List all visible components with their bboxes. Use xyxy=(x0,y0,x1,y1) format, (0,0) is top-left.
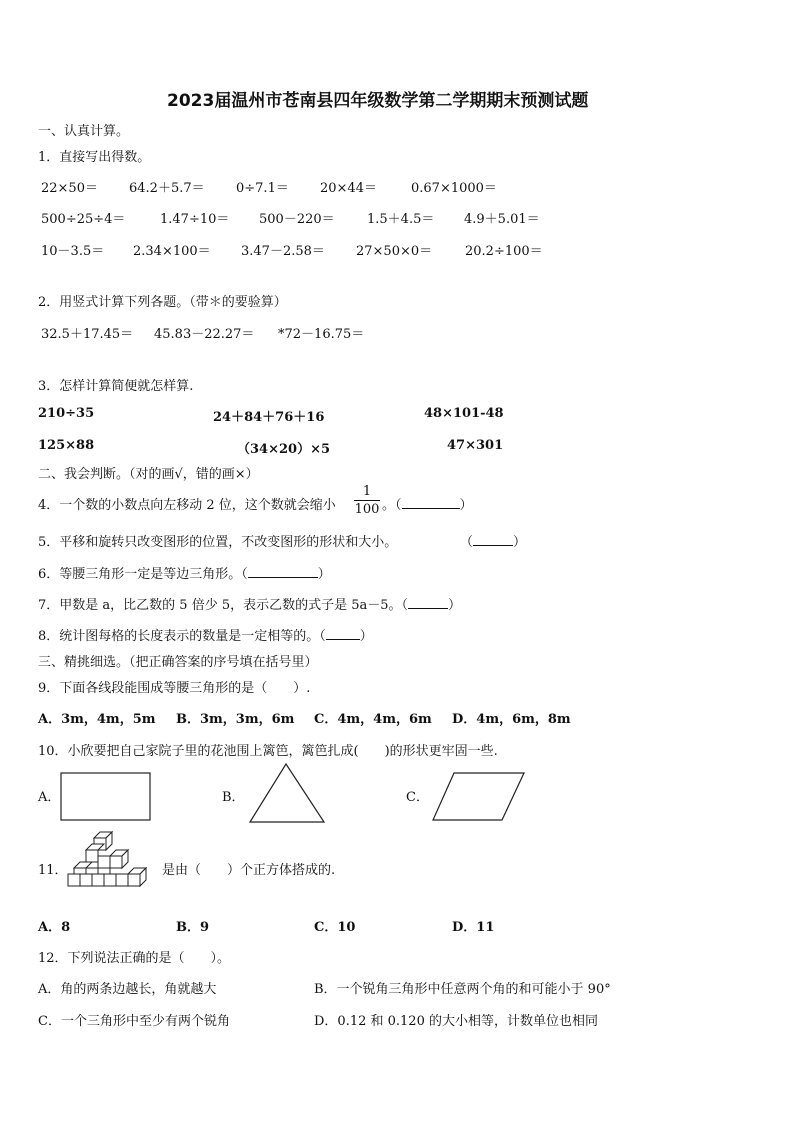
option-b[interactable]: B．3m，3m，6m xyxy=(176,712,295,727)
calc-item: *72－16.75＝ xyxy=(278,327,365,342)
close-paren: ） xyxy=(459,498,473,513)
triangle-figure xyxy=(248,762,328,824)
rectangle-figure xyxy=(60,772,152,822)
calc-item: 45.83－22.27＝ xyxy=(154,327,255,342)
calc-item: 1.5＋4.5＝ xyxy=(367,212,435,227)
answer-blank[interactable] xyxy=(248,565,318,578)
option-c-label[interactable]: C． xyxy=(406,790,429,805)
question-5-text: 5．平移和旋转只改变图形的位置，不改变图形的形状和大小。 xyxy=(38,535,398,550)
answer-blank[interactable] xyxy=(326,627,360,640)
option-a[interactable]: A．3m，4m，5m xyxy=(38,712,156,727)
close-paren: ） xyxy=(359,629,373,644)
question-7-text: 7．甲数是 a，比乙数的 5 倍少 5，表示乙数的式子是 5a－5。（ xyxy=(38,598,409,613)
answer-blank[interactable] xyxy=(408,596,448,609)
calc-item: 125×88 xyxy=(38,438,95,453)
calc-item: 20×44＝ xyxy=(320,181,377,196)
answer-blank[interactable] xyxy=(402,496,460,509)
question-3-label: 3．怎样计算简便就怎样算. xyxy=(38,379,194,394)
question-11-number: 11． xyxy=(38,863,68,878)
answer-blank[interactable] xyxy=(473,533,513,546)
section-heading-1: 一、认真计算。 xyxy=(38,124,130,139)
open-paren: 。（ xyxy=(382,498,402,513)
option-c[interactable]: C．10 xyxy=(314,920,356,935)
option-b-label[interactable]: B． xyxy=(222,790,245,805)
calc-item: 32.5＋17.45＝ xyxy=(41,327,134,342)
parallelogram-figure xyxy=(432,772,526,822)
calc-item: 27×50×0＝ xyxy=(356,244,433,259)
option-a[interactable]: A．角的两条边越长，角就越大 xyxy=(38,982,217,997)
calc-item: 48×101-48 xyxy=(424,406,504,421)
calc-item: 2.34×100＝ xyxy=(133,244,211,259)
page-title: 2023届温州市苍南县四年级数学第二学期期末预测试题 xyxy=(167,91,589,111)
calc-item: 24＋84＋76＋16 xyxy=(213,410,325,425)
option-b[interactable]: B．一个锐角三角形中任意两个角的和可能小于 90° xyxy=(314,982,611,997)
close-paren: ） xyxy=(317,567,331,582)
question-1-label: 1．直接写出得数。 xyxy=(38,150,151,165)
calc-item: 20.2÷100＝ xyxy=(465,244,543,259)
calc-item: 10－3.5＝ xyxy=(41,244,105,259)
answer-slot xyxy=(382,494,473,513)
calc-item: 0.67×1000＝ xyxy=(411,181,497,196)
calc-item: 4.9＋5.01＝ xyxy=(464,212,540,227)
calc-item: 47×301 xyxy=(447,438,504,453)
question-12-text: 12．下列说法正确的是（ ）。 xyxy=(38,951,231,966)
fraction-denominator: 100 xyxy=(354,502,380,517)
option-b[interactable]: B．9 xyxy=(176,920,210,935)
option-d[interactable]: D．4m，6m，8m xyxy=(452,712,571,727)
option-a[interactable]: A．8 xyxy=(38,920,71,935)
calc-item: 64.2＋5.7＝ xyxy=(129,181,205,196)
question-2-label: 2．用竖式计算下列各题。（带＊的要验算） xyxy=(38,295,287,310)
question-4-text: 4．一个数的小数点向左移动 2 位，这个数就会缩小 xyxy=(38,498,336,513)
calc-item: 22×50＝ xyxy=(41,181,98,196)
answer-slot xyxy=(38,594,461,613)
close-paren: ） xyxy=(448,598,462,613)
fraction xyxy=(354,484,380,519)
calc-item: （34×20）×5 xyxy=(237,442,331,457)
answer-slot xyxy=(38,563,331,582)
cube-stack-figure xyxy=(64,830,154,900)
answer-slot xyxy=(460,531,526,550)
fraction-numerator: 1 xyxy=(354,484,380,501)
calc-item: 500－220＝ xyxy=(259,212,335,227)
question-11-text: 是由（ ）个正方体搭成的. xyxy=(162,863,336,878)
question-10-text: 10．小欣要把自己家院子里的花池围上篱笆，篱笆扎成( )的形状更牢固一些. xyxy=(38,744,498,759)
question-8-text: 8．统计图每格的长度表示的数量是一定相等的。（ xyxy=(38,629,326,644)
calc-item: 500÷25÷4＝ xyxy=(41,212,126,227)
option-c[interactable]: C．一个三角形中至少有两个锐角 xyxy=(38,1014,230,1029)
option-c[interactable]: C．4m，4m，6m xyxy=(314,712,432,727)
close-paren: ） xyxy=(513,535,527,550)
calc-item: 3.47－2.58＝ xyxy=(241,244,325,259)
calc-item: 1.47÷10＝ xyxy=(160,212,230,227)
option-d[interactable]: D．0.12 和 0.120 的大小相等，计数单位也相同 xyxy=(314,1014,598,1029)
calc-item: 0÷7.1＝ xyxy=(236,181,289,196)
open-paren: （ xyxy=(460,535,474,550)
section-heading-3: 三、精挑细选。（把正确答案的序号填在括号里） xyxy=(38,655,318,670)
section-heading-2: 二、我会判断。（对的画√，错的画×） xyxy=(38,467,259,482)
option-a-label[interactable]: A． xyxy=(38,790,61,805)
option-d[interactable]: D．11 xyxy=(452,920,495,935)
calc-item: 210÷35 xyxy=(38,406,95,421)
question-6-text: 6．等腰三角形一定是等边三角形。（ xyxy=(38,567,248,582)
question-9-text: 9．下面各线段能围成等腰三角形的是（ ）. xyxy=(38,681,311,696)
answer-slot xyxy=(38,625,373,644)
